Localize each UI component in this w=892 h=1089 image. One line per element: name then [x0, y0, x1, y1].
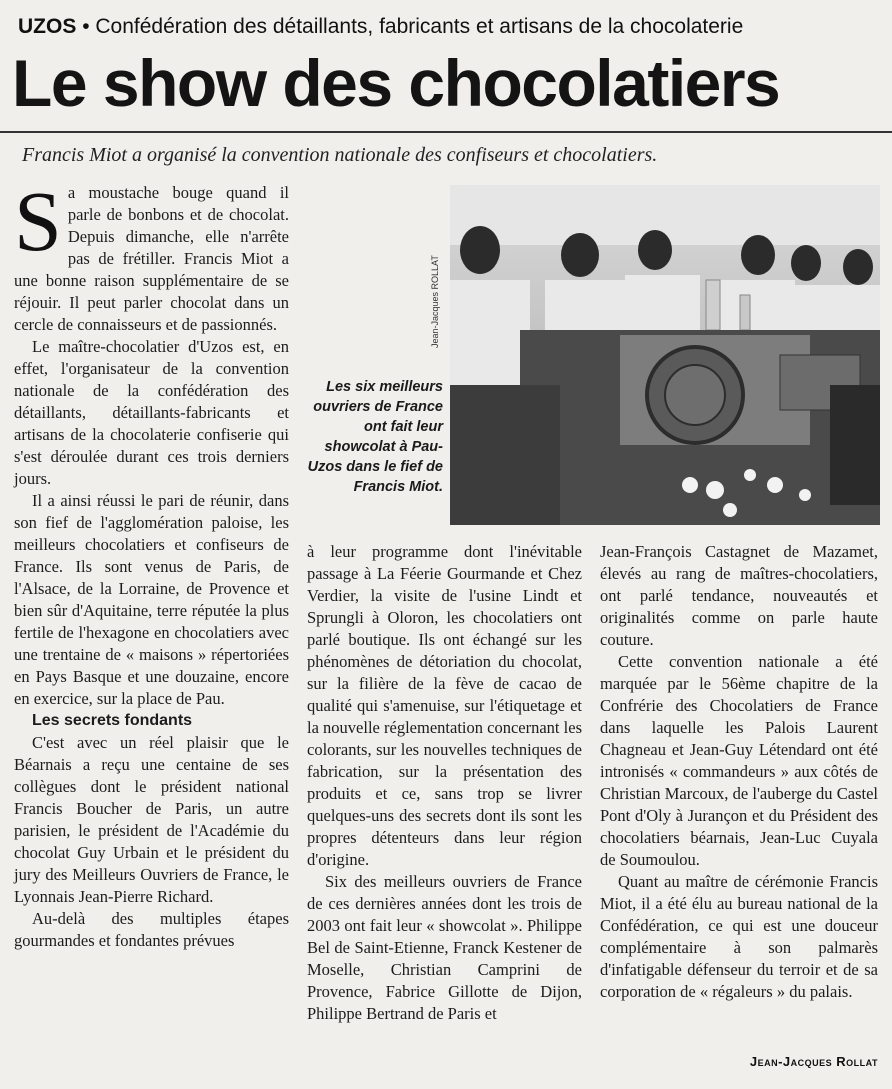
paragraph-5-cont: à leur programme dont l'inévitable passage à La Féerie Gourmande et Chez Verdier, la visite de l'usine Lindt et Sprungli à Oloron, les chocolatiers ont parlé boutique. Ils ont échangé sur les phénomènes de détoriation du chocolat, sur la filière de la fève de cacao de qualité qui s'amenuise, sur l'étiquetage et la nouvelle réglementation concernant les colorants, sur les nouvelles techniques de fabrication, sur la présentation des produits et ce, sans trop se livrer quelques-uns des secrets dont ils sont les propres détenteurs dans leur région d'origine.	[307, 542, 582, 869]
photo-illustration	[450, 185, 880, 525]
kicker-bullet: •	[82, 15, 90, 38]
paragraph-4: C'est avec un réel plaisir que le Béarnais a reçu une centaine de ses collègues dont le président national Francis Boucher de Paris, un autre parisien, le président de l'Académie du chocolat Guy Urbain et le président du jury des Meilleurs Ouvriers de France, le Lyonnais Jean-Pierre Richard.	[14, 733, 289, 906]
column-3	[600, 541, 878, 1003]
paragraph-8: Quant au maître de cérémonie Francis Miot, il a été élu au bureau national de la Confédération, ce qui est une douceur complémentaire à son palmarès d'infatigable défenseur du terroir et de sa corporation de « régaleurs » du palais.	[600, 872, 878, 1001]
paragraph-6-start: Six des meilleurs ouvriers de France de ces dernières années dont les trois de 2003 ont fait leur « showcolat ». Philippe Bel de Saint-Etienne, Franck Kestener de Moselle, Christian Camprini de Provence, Fabrice Gillotte de Dijon, Philippe Bertrand de Paris et	[307, 872, 582, 1023]
paragraph-7: Cette convention nationale a été marquée par le 56ème chapitre de la Confrérie des Chocolatiers de France dans laquelle les Palois Laurent Chagneau et Jean-Guy Létendard ont été intronisés « commandeurs » aux côtés de Christian Marcoux, de l'auberge du Castel Pont d'Oly à Jurançon et du Président des chocolatiers béarnais, Jean-Luc Cuyala de Soumoulou.	[600, 652, 878, 869]
paragraph-3: Il a ainsi réussi le pari de réunir, dans son fief de l'agglomération paloise, les meilleurs chocolatiers et confiseurs de France. Ils sont venus de Paris, de l'Alsace, de la Lorraine, de Provence et bien sûr d'Aquitaine, terre réputée la plus fertile de l'hexagone en chocolatiers avec une trentaine de « maisons » répertoriées en Pays Basque et une douzaine, encore en exercice, sur la place de Pau.	[14, 491, 289, 708]
deck: Francis Miot a organisé la convention nationale des confiseurs et chocolatiers.	[22, 144, 658, 166]
column-1	[14, 173, 289, 952]
photo-credit: Jean-Jacques ROLLAT	[430, 255, 440, 348]
paragraph-2: Le maître-chocolatier d'Uzos est, en effet, l'organisateur de la convention nationale de la confédération des détaillants, détaillants-fabricants et artisans de la chocolaterie confiserie qui s'est déroulée durant ces trois derniers jours.	[14, 337, 289, 488]
headline: Le show des chocolatiers	[12, 46, 780, 120]
paragraph-6-cont: Jean-François Castagnet de Mazamet, élevés au rang de maîtres-chocolatiers, ont parlé tendance, nouveautés et originalités comme on parle haute couture.	[600, 542, 878, 649]
kicker-place: UZOS	[18, 15, 77, 38]
kicker-text: Confédération des détaillants, fabricants et artisans de la chocolaterie	[95, 15, 744, 38]
subhead: Les secrets fondants	[32, 712, 193, 729]
photo-chocolatiers	[450, 185, 880, 525]
byline: Jean-Jacques Rollat	[749, 1054, 878, 1069]
paragraph-1-text: a moustache bouge quand il parle de bonbons et de chocolat. Depuis dimanche, elle n'arrête pas de frétiller. Francis Miot a une bonne raison supplémentaire de se réjouir. Il peut parler chocolat dans un cercle de connaisseurs et de passionnés.	[14, 183, 289, 334]
drop-cap: S	[14, 173, 62, 269]
kicker	[18, 14, 878, 40]
paragraph-5-start: Au-delà des multiples étapes gourmandes et fondantes prévues	[14, 909, 289, 950]
headline-rule	[0, 131, 892, 133]
photo-caption: Les six meilleurs ouvriers de France ont fait leur showcolat à Pau-Uzos dans le fief de Francis Miot.	[307, 379, 443, 495]
paragraph-1	[14, 173, 289, 336]
column-2	[307, 541, 582, 1025]
